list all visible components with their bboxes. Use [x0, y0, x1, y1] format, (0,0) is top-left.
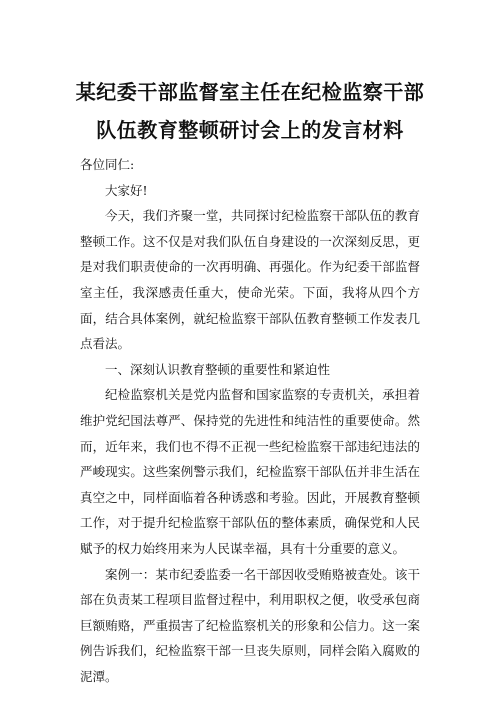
greeting: 大家好! — [105, 182, 148, 198]
section-heading-1: 一、深刻认识教育整顿的重要性和紧迫性 — [105, 361, 331, 377]
paragraph-intro: 今天，我们齐聚一堂，共同探讨纪检监察干部队伍的教育整顿工作。这不仅是对我们队伍自身建设的一次深刻反思，更是对我们职责使命的一次再明确、再强化。作为纪委干部监督室主任，我深感责任重大，使命光荣。下面，我将从四个方面，结合具体案例，就纪检监察干部队伍教育整顿工作发表几点看法。 — [80, 208, 420, 352]
document-title-line-2: 队伍教育整顿研讨会上的发言材料 — [96, 118, 404, 142]
paragraph-case-1: 案例一：某市纪委监委一名干部因收受贿赂被查处。该干部在负责某工程项目监督过程中，利用职权之便，收受承包商巨额贿赂，严重损害了纪检监察机关的形象和公信力。这一案例告诉我们，纪检监察干部一旦丧失原则，同样会陷入腐败的泥潭。 — [80, 566, 420, 684]
document-body — [80, 152, 420, 689]
salutation: 各位同仁: — [80, 157, 135, 172]
paragraph-section-1: 纪检监察机关是党内监督和国家监察的专责机关，承担着维护党纪国法尊严、保持党的先进性和纯洁性的重要使命。然而，近年来，我们也不得不正视一些纪检监察干部违纪违法的严峻现实。这些案例警示我们，纪检监察干部队伍并非生活在真空之中，同样面临着各种诱惑和考验。因此，开展教育整顿工作，对于提升纪检监察干部队伍的整体素质，确保党和人民赋予的权力始终用来为人民谋幸福，具有十分重要的意义。 — [80, 387, 420, 556]
document-title-line-1: 某纪委干部监督室主任在纪检监察干部 — [75, 80, 425, 104]
